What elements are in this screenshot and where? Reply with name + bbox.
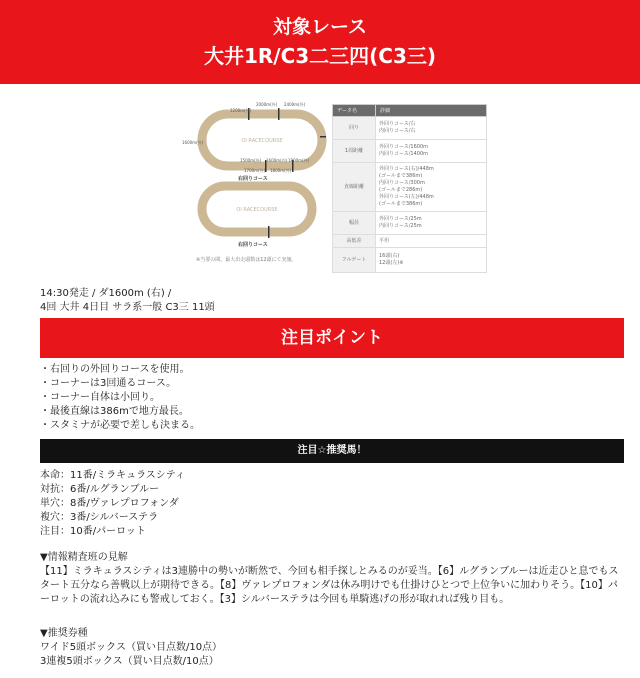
table-row [333,163,487,212]
list-item: 単穴：8番/ヴァレプロフォンダ [40,498,179,509]
row-key: フルゲート [333,248,376,273]
inner-course-label: 右回りコース [238,242,268,248]
list-item: 3連複5頭ボックス（買い目点数/10点） [40,656,219,667]
start-mark-6 [268,226,270,238]
table-header-detail: 詳細 [376,105,487,117]
picks-list [40,469,185,539]
picks-section-title: 注目☆推奨馬！ [40,439,624,463]
distance-label: 1600m(内) [266,158,288,163]
analysis-block [40,551,624,607]
header-race-name: 大井1R/C3二三四(C3三) [203,44,437,68]
row-value: 外回りコース/1600m 内回りコース/1400m [376,140,487,163]
list-item: ・コーナー自体は小回り。 [40,392,160,403]
points-section-title: 注目ポイント [40,318,624,358]
table-row [333,117,487,140]
list-item: ・スタミナが必要で差しも決まる。 [40,420,200,431]
race-meta-line1: 14:30発走 / ダ1600m (右) / [40,288,172,299]
row-value: 外回りコース(右)/448m (ゴールまで386m) 内回りコース/300m (ゴールまで286m) 外回りコース(左)/448m (ゴールまで386m) [376,163,487,212]
row-value: 16頭(右) 12頭(左)※ [376,248,487,273]
race-header [0,0,640,84]
list-item: 本命：11番/ミラキュラスシティ [40,470,185,481]
row-key: 1周距離 [333,140,376,163]
distance-label: 1600m(外) [182,140,204,145]
points-list [40,363,200,433]
list-item: 注目：10番/パーロット [40,526,146,537]
table-header-name: データ名 [333,105,376,117]
row-value: 外回りコース/右 内回りコース/右 [376,117,487,140]
course-map [180,100,330,270]
list-item: 対抗：6番/ルグランブルー [40,484,160,495]
distance-label: 1500m(外) [240,158,262,163]
course-info-table [332,104,487,273]
list-item: ・右回りの外回りコースを使用。 [40,364,190,375]
row-value: 外回りコース/25m 内回りコース/25m [376,212,487,235]
table-row [333,140,487,163]
header-title: 対象レース [272,16,368,38]
analysis-heading: ▼情報精査班の見解 [40,552,128,563]
distance-label: 2400m(外) [284,102,306,107]
distance-label: 1200m(外) [230,108,252,113]
analysis-text: 【11】ミラキュラスシティは3連勝中の勢いが断然で、今回も相手探しとみるのが妥当。【6】ルグランブルーは近走ひと息でもスタート五分なら善戦以上が期待できる。【8】ヴァレプロフォンダは休み明けでも仕掛けひとつで上位争いに加わりそう。【10】パーロットの流れ込みにも警戒しておく。【3】シルバーステラは今回も単騎逃げの形が取れれば残り目も。 [40,566,619,605]
bets-heading: ▼推奨券種 [40,628,88,639]
list-item: ワイド5頭ボックス（買い目点数/10点） [40,642,223,653]
course-watermark-outer: OI RACECOURSE [241,138,283,144]
start-mark-2 [278,108,280,120]
row-value: 平坦 [376,235,487,248]
distance-label: 1800m(外) [270,168,292,173]
row-key: 直線距離 [333,163,376,212]
table-row [333,248,487,273]
start-mark-3 [320,136,326,138]
row-key: 回り [333,117,376,140]
race-meta-line2: 4回 大井 4日目 サラ系一般 C3三 11頭 [40,302,215,313]
distance-label: 1800m(外) [288,158,310,163]
list-item: 複穴：3番/シルバーステラ [40,512,159,523]
distance-label: 2000m(外) [256,102,278,107]
table-row [333,212,487,235]
bets-block [40,627,222,669]
row-key: 幅員 [333,212,376,235]
course-note: ※当要の間、最大出走頭数は12頭にて実施。 [196,257,297,263]
outer-course-label: 右回りコース [238,176,268,182]
distance-label: 1700m(外) [244,168,266,173]
list-item: ・コーナーは3回通るコース。 [40,378,177,389]
list-item: ・最後直線は386mで地方最長。 [40,406,189,417]
course-watermark-inner: OI RACECOURSE [236,207,278,213]
row-key: 高低差 [333,235,376,248]
table-row [333,235,487,248]
